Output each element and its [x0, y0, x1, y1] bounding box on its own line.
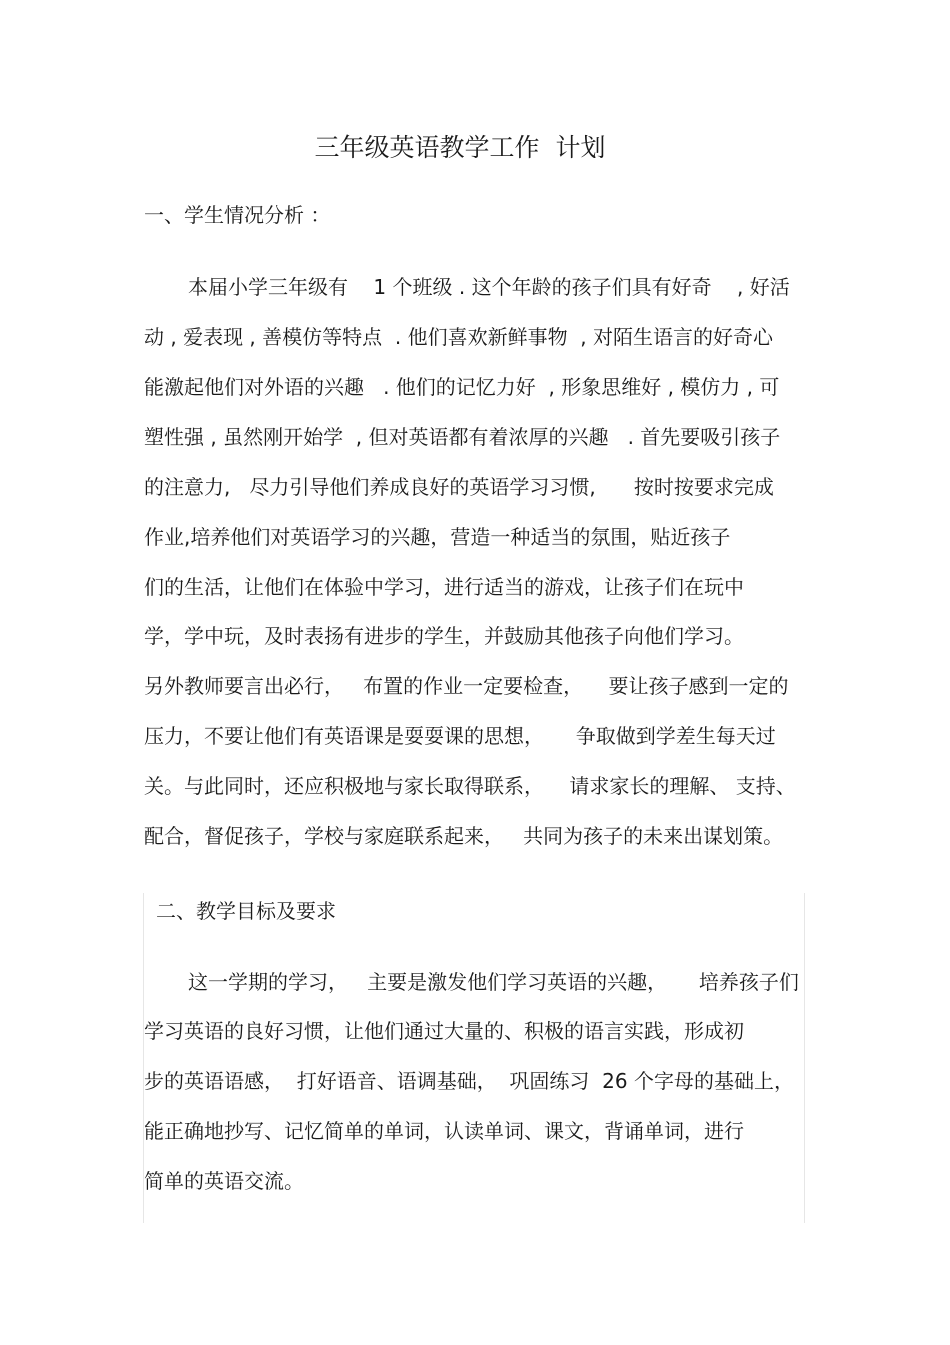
paragraph-line: 塑性强 , 虽然刚开始学 , 但对英语都有着浓厚的兴趣 . 首先要吸引孩子 — [144, 425, 781, 449]
section-2-heading: 二、教学目标及要求 — [156, 899, 336, 923]
paragraph-line: 这一学期的学习， 主要是激发他们学习英语的兴趣， 培养孩子们 — [188, 970, 799, 994]
paragraph-line: 们的生活，让他们在体验中学习，进行适当的游戏，让孩子们在玩中 — [144, 575, 744, 599]
paragraph-line: 本届小学三年级有 1 个班级 . 这个年龄的孩子们具有好奇 , 好活 — [188, 275, 790, 299]
paragraph-line: 动 , 爱表现 , 善模仿等特点 . 他们喜欢新鲜事物 , 对陌生语言的好奇心 — [144, 325, 774, 349]
paragraph-line: 简单的英语交流。 — [144, 1169, 304, 1193]
paragraph-line: 压力，不要让他们有英语课是耍耍课的思想， 争取做到学差生每天过 — [144, 724, 776, 748]
paragraph-line: 能正确地抄写、记忆简单的单词，认读单词、课文，背诵单词，进行 — [144, 1119, 744, 1143]
paragraph-line: 配合，督促孩子，学校与家庭联系起来， 共同为孩子的未来出谋划策。 — [144, 824, 784, 848]
paragraph-line: 关。与此同时，还应积极地与家长取得联系， 请求家长的理解、 支持、 — [144, 774, 796, 798]
paragraph-line: 另外教师要言出必行， 布置的作业一定要检查， 要让孩子感到一定的 — [144, 674, 789, 698]
paragraph-line: 学，学中玩，及时表扬有进步的学生，并鼓励其他孩子向他们学习。 — [144, 624, 744, 648]
document-title: 三年级英语教学工作 计划 — [314, 133, 606, 162]
paragraph-line: 能激起他们对外语的兴趣 . 他们的记忆力好 , 形象思维好 , 模仿力 , 可 — [144, 375, 780, 399]
paragraph-line: 作业,培养他们对英语学习的兴趣，营造一种适当的氛围，贴近孩子 — [144, 525, 731, 549]
section-1-heading: 一、学生情况分析 ： — [144, 203, 331, 227]
paragraph-line: 步的英语语感， 打好语音、语调基础， 巩固练习 26 个字母的基础上， — [144, 1069, 794, 1093]
paragraph-line: 的注意力, 尽力引导他们养成良好的英语学习习惯, 按时按要求完成 — [144, 475, 774, 499]
paragraph-line: 学习英语的良好习惯，让他们通过大量的、积极的语言实践，形成初 — [144, 1019, 744, 1043]
